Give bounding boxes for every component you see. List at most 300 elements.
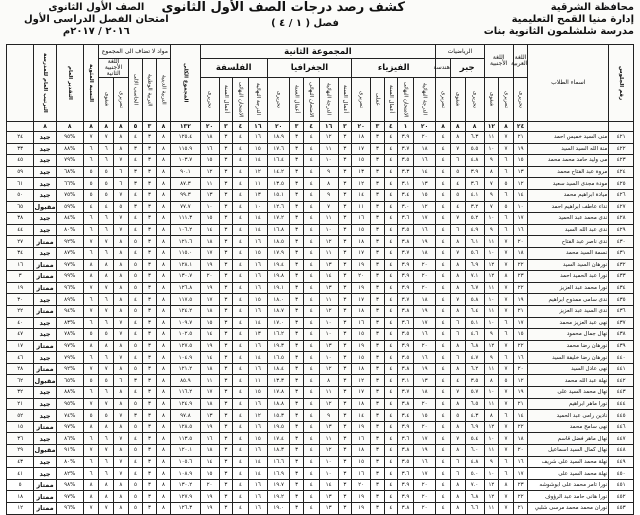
mark-cell: ٢٠ <box>413 503 435 515</box>
mark-cell: ١٥ <box>200 213 219 225</box>
mark-cell: ٦.٦ <box>465 503 484 515</box>
mark-cell: ٣ <box>338 421 351 433</box>
percent-cell: %٨٠ <box>56 224 83 236</box>
mark-cell: ٥ <box>128 340 143 352</box>
mark-cell: ٦.٩ <box>465 421 484 433</box>
grade-cell: جيد <box>34 433 56 445</box>
mark-cell: ٤ <box>128 433 143 445</box>
mark-cell: ٤ <box>436 387 451 399</box>
mark-cell: ٢٠ <box>200 479 219 491</box>
governorate-label: محافظة الشرقية <box>550 2 634 13</box>
mark-cell: ٤ <box>384 236 397 248</box>
mark-cell: ٤ <box>384 201 397 213</box>
student-name-cell: نوران محمد محمد مرسى شلبي <box>528 503 609 515</box>
mark-cell: ١٧ <box>352 247 371 259</box>
mark-cell: ١٩.٠ <box>267 503 289 515</box>
mark-cell: ٣ <box>128 201 143 213</box>
mark-cell: ٣ <box>143 178 156 190</box>
language2-written-header: تحريرى <box>114 78 129 122</box>
mark-cell: ١٩ <box>352 503 371 515</box>
percent-cell: %٩٧ <box>56 259 83 271</box>
mark-cell: ٢٠ <box>413 398 435 410</box>
mark-cell: ٥.٠ <box>465 468 484 480</box>
algebra-header: جبر <box>450 59 484 78</box>
mark-cell: ٣ <box>143 155 156 167</box>
table-row <box>7 363 634 375</box>
mark-cell: ١٢ <box>484 259 499 271</box>
mark-cell: ٢٠ <box>413 282 435 294</box>
mark-cell: ٤ <box>450 201 465 213</box>
mark-cell: ٧ <box>83 236 99 248</box>
mark-cell: ٤ <box>233 166 249 178</box>
mark-cell: ١٤ <box>248 317 267 329</box>
mark-cell: ٧ <box>499 387 514 399</box>
mark-cell: ٣.٧ <box>398 294 414 306</box>
mark-cell: ٤ <box>384 398 397 410</box>
percent-cell: %٩٩ <box>56 271 83 283</box>
total-cell: ١١٣.٥ <box>171 433 200 445</box>
mark-cell: ١٤ <box>248 155 267 167</box>
mark-cell: ٨ <box>484 166 499 178</box>
mark-cell: ٧ <box>499 421 514 433</box>
mark-cell: ٤ <box>128 224 143 236</box>
mark-cell: ٣ <box>371 363 384 375</box>
mark-cell: ٨ <box>99 421 114 433</box>
mark-cell: ٣ <box>371 201 384 213</box>
mark-cell: ٣ <box>338 271 351 283</box>
mark-cell: ٣.١ <box>398 375 414 387</box>
seat-number-cell: ٤٤٩ <box>609 456 634 468</box>
mark-cell: ١٦ <box>513 456 528 468</box>
mark-cell: ١٨.٠ <box>267 294 289 306</box>
mark-cell: ٣ <box>290 317 303 329</box>
mark-cell: ٩ <box>484 189 499 201</box>
mark-cell: ٨ <box>83 491 99 503</box>
mark-cell: ١٣ <box>413 375 435 387</box>
mark-cell: ١١ <box>484 398 499 410</box>
mark-cell: ٢٠ <box>352 479 371 491</box>
mark-cell: ٤ <box>303 166 319 178</box>
mark-cell: ٤ <box>233 352 249 364</box>
mark-cell: ١٦.٦ <box>267 456 289 468</box>
total-cell: ١٠٢.٥ <box>171 329 200 341</box>
mark-cell: ١٢ <box>484 491 499 503</box>
mark-cell: ١٨ <box>200 132 219 144</box>
mark-cell: ٣ <box>338 503 351 515</box>
mark-cell: ١٧ <box>513 468 528 480</box>
mark-cell: ٣ <box>371 398 384 410</box>
mark-cell: ١٨ <box>200 398 219 410</box>
student-name-cell: نهلة محمد السيد على <box>528 468 609 480</box>
total-cell: ٨٥.٩ <box>171 375 200 387</box>
mark-cell: ٤.٧ <box>465 352 484 364</box>
mark-cell: ١٠ <box>484 294 499 306</box>
mark-cell: ٣ <box>338 213 351 225</box>
mark-cell: ١١ <box>200 375 219 387</box>
mark-cell: ٣ <box>143 387 156 399</box>
rank-cell: ٤١ <box>7 468 34 480</box>
mark-cell: ٣ <box>143 317 156 329</box>
mark-cell: ٣ <box>290 166 303 178</box>
mark-cell: ٢٢ <box>513 282 528 294</box>
mark-cell: ٨ <box>450 259 465 271</box>
mark-cell: ١١ <box>484 503 499 515</box>
student-name-cell: نورهان رضا محمد <box>528 340 609 352</box>
mark-cell: ٤ <box>233 445 249 457</box>
mark-cell: ١٢ <box>319 363 338 375</box>
mark-cell: ٣ <box>128 178 143 190</box>
mark-cell: ٩ <box>319 410 338 422</box>
mark-cell: ٦ <box>499 468 514 480</box>
mark-cell: ١١ <box>319 387 338 399</box>
mark-cell: ٤ <box>436 375 451 387</box>
mark-cell: ٣ <box>143 236 156 248</box>
mark-cell: ٣ <box>219 503 232 515</box>
mark-cell: ٣.٥ <box>398 224 414 236</box>
mark-cell: ٤ <box>384 259 397 271</box>
rank-cell: ٤٦ <box>7 352 34 364</box>
mark-cell: ١٧ <box>352 387 371 399</box>
total-cell: ١٢١.٢ <box>171 363 200 375</box>
mark-cell: ٤ <box>233 259 249 271</box>
mark-cell: ٨ <box>114 445 129 457</box>
mark-cell: ١٥ <box>200 155 219 167</box>
grade-cell: ممتاز <box>34 305 56 317</box>
mark-cell: ٧ <box>99 236 114 248</box>
mark-cell: ٣ <box>371 178 384 190</box>
students-table-body <box>7 132 634 515</box>
mark-cell: ٣ <box>219 340 232 352</box>
max-mark-cell: ٨ <box>499 122 514 132</box>
rank-cell: ١٦ <box>7 259 34 271</box>
mark-cell: ٥.٢ <box>465 213 484 225</box>
geography-written-header: تحريرى <box>267 78 289 122</box>
mark-cell: ٣.٧ <box>398 247 414 259</box>
mark-cell: ٢٠ <box>352 271 371 283</box>
english-header: اللغة الأجنبية <box>484 45 513 78</box>
percent-cell: %٨٧ <box>56 247 83 259</box>
max-mark-cell: ٥ <box>128 122 143 132</box>
mark-cell: ٣ <box>338 375 351 387</box>
mark-cell: ١٢ <box>200 166 219 178</box>
mark-cell: ١٣ <box>319 503 338 515</box>
mark-cell: ٣ <box>219 445 232 457</box>
mark-cell: ٧ <box>114 468 129 480</box>
mark-cell: ٨ <box>156 271 171 283</box>
mark-cell: ٧ <box>499 132 514 144</box>
mark-cell: ٣ <box>219 468 232 480</box>
student-name-cell: ميادة ابراهيم محمد <box>528 189 609 201</box>
mark-cell: ٣ <box>371 445 384 457</box>
student-name-cell: مودة مجدى السيد سعيد <box>528 178 609 190</box>
seat-number-cell: ٤٣٧ <box>609 317 634 329</box>
mark-cell: ٥ <box>128 421 143 433</box>
total-cell: ١٢٧.٥ <box>171 340 200 352</box>
mark-cell: ٧ <box>99 503 114 515</box>
seat-number-cell: ٤٣٨ <box>609 329 634 341</box>
mark-cell: ٥ <box>128 259 143 271</box>
mark-cell: ٨ <box>450 479 465 491</box>
mark-cell: ٣ <box>371 387 384 399</box>
mark-cell: ٦ <box>450 155 465 167</box>
mark-cell: ٤ <box>128 132 143 144</box>
mark-cell: ٤ <box>233 468 249 480</box>
mark-cell: ٨ <box>114 398 129 410</box>
mark-cell: ٧ <box>450 247 465 259</box>
mark-cell: ٣ <box>338 259 351 271</box>
max-mark-cell: ٨ <box>99 122 114 132</box>
mark-cell: ٣.٦ <box>465 178 484 190</box>
mark-cell: ١٠ <box>319 317 338 329</box>
grades-table-container <box>6 44 634 513</box>
mark-cell: ٨ <box>450 363 465 375</box>
mark-cell: ٣ <box>143 375 156 387</box>
mark-cell: ٤ <box>233 329 249 341</box>
mark-cell: ١٦ <box>413 352 435 364</box>
mark-cell: ٣.٠ <box>398 201 414 213</box>
mark-cell: ٤ <box>233 421 249 433</box>
mark-cell: ٥.٤ <box>465 433 484 445</box>
mark-cell: ٦ <box>83 213 99 225</box>
percent-cell: %٩١ <box>56 445 83 457</box>
mark-cell: ٤ <box>384 503 397 515</box>
mark-cell: ٨ <box>156 387 171 399</box>
max-mark-cell: ٨ <box>83 122 99 132</box>
mark-cell: ٤ <box>436 329 451 341</box>
student-name-cell: نداء عاطف ابراهيم احمد <box>528 201 609 213</box>
mark-cell: ٣ <box>143 166 156 178</box>
student-name-cell: نهى عبد العزيز محمد <box>528 317 609 329</box>
mark-cell: ١٥ <box>413 189 435 201</box>
rank-cell: ٢٢ <box>7 305 34 317</box>
mark-cell: ٣ <box>219 178 232 190</box>
mark-cell: ٧ <box>99 445 114 457</box>
mark-cell: ٥ <box>450 189 465 201</box>
mark-cell: ١٦ <box>352 317 371 329</box>
table-row <box>7 421 634 433</box>
student-name-cell: نهلة عبد الله محمد <box>528 375 609 387</box>
philosophy-header: الفلسفة <box>200 59 267 78</box>
mark-cell: ٨ <box>114 247 129 259</box>
mark-cell: ٣ <box>371 421 384 433</box>
mark-cell: ٦.٤ <box>465 305 484 317</box>
mark-cell: ٣ <box>143 468 156 480</box>
mark-cell: ١٤ <box>513 410 528 422</box>
mark-cell: ١٩ <box>413 305 435 317</box>
percent-cell: %٩٧ <box>56 421 83 433</box>
mark-cell: ٢٠ <box>413 271 435 283</box>
mark-cell: ٧ <box>499 363 514 375</box>
table-row <box>7 329 634 341</box>
mark-cell: ٤ <box>384 340 397 352</box>
mark-cell: ٣ <box>290 398 303 410</box>
mark-cell: ٣ <box>371 329 384 341</box>
mark-cell: ١٤.٢ <box>267 166 289 178</box>
mark-cell: ٨ <box>319 178 338 190</box>
mark-cell: ١٧.٢ <box>267 213 289 225</box>
mark-cell: ١٣ <box>248 189 267 201</box>
mark-cell: ١٨ <box>413 294 435 306</box>
mark-cell: ٥ <box>128 282 143 294</box>
mark-cell: ٨ <box>499 479 514 491</box>
exam-info <box>24 2 169 38</box>
mark-cell: ٥ <box>128 398 143 410</box>
mark-cell: ٦ <box>450 317 465 329</box>
mark-cell: ٣.٨ <box>398 305 414 317</box>
mark-cell: ٢٠ <box>513 363 528 375</box>
mark-cell: ١٣.٥ <box>267 178 289 190</box>
mark-cell: ١٠ <box>484 317 499 329</box>
mark-cell: ٣ <box>371 479 384 491</box>
mark-cell: ٧.٠ <box>465 479 484 491</box>
mark-cell: ٧ <box>114 352 129 364</box>
mark-cell: ٥ <box>99 375 114 387</box>
mark-cell: ٣ <box>219 375 232 387</box>
mark-cell: ٤ <box>384 352 397 364</box>
student-name-cell: نهال كمال السيد اسماعيل <box>528 445 609 457</box>
mark-cell: ٤ <box>233 363 249 375</box>
mark-cell: ٣ <box>219 236 232 248</box>
mark-cell: ٣ <box>290 282 303 294</box>
philosophy-coursework-header: أعمال السنة <box>219 78 232 122</box>
student-name-cell: ندى سامى ممدوح ابراهيم <box>528 294 609 306</box>
mark-cell: ١٣.٣ <box>267 375 289 387</box>
mark-cell: ١١ <box>319 247 338 259</box>
mark-cell: ٤ <box>384 247 397 259</box>
mark-cell: ١٩.٨ <box>267 271 289 283</box>
mark-cell: ٩ <box>484 352 499 364</box>
mark-cell: ٦ <box>83 456 99 468</box>
mark-cell: ١٣ <box>319 491 338 503</box>
mark-cell: ٣ <box>290 294 303 306</box>
mark-cell: ٦ <box>450 352 465 364</box>
mark-cell: ١٩ <box>513 294 528 306</box>
total-cell: ١٠٤.٩ <box>171 352 200 364</box>
mark-cell: ٤ <box>303 178 319 190</box>
mark-cell: ٣ <box>143 201 156 213</box>
mark-cell: ٥ <box>128 305 143 317</box>
mark-cell: ١٦ <box>248 340 267 352</box>
mark-cell: ٣ <box>219 387 232 399</box>
mark-cell: ٥ <box>99 178 114 190</box>
table-row <box>7 155 634 167</box>
mark-cell: ٣ <box>143 456 156 468</box>
mark-cell: ١٩ <box>200 503 219 515</box>
student-name-cell: نورهان رضا خليفة السيد <box>528 352 609 364</box>
mark-cell: ٤ <box>99 201 114 213</box>
mark-cell: ١٧ <box>200 387 219 399</box>
rank-cell: ٦٥ <box>7 201 34 213</box>
mark-cell: ٣ <box>143 213 156 225</box>
mark-cell: ١٣ <box>413 178 435 190</box>
mark-cell: ٣ <box>219 410 232 422</box>
language2-header: اللغة الأجنبية الثانية <box>99 59 128 78</box>
mark-cell: ٣ <box>338 294 351 306</box>
mark-cell: ٤ <box>303 375 319 387</box>
mark-cell: ٤ <box>436 247 451 259</box>
seat-number-cell: ٤٤٠ <box>609 352 634 364</box>
mark-cell: ٤ <box>436 468 451 480</box>
mark-cell: ٦.٥ <box>465 398 484 410</box>
mark-cell: ٧ <box>114 213 129 225</box>
mark-cell: ٣ <box>290 178 303 190</box>
mark-cell: ٣ <box>290 410 303 422</box>
mark-cell: ١٢ <box>319 305 338 317</box>
mark-cell: ٢٢ <box>513 491 528 503</box>
mark-cell: ٣.٩ <box>398 132 414 144</box>
mark-cell: ٤ <box>233 271 249 283</box>
mark-cell: ٣.٩ <box>398 491 414 503</box>
grade-cell: ممتاز <box>34 363 56 375</box>
mark-cell: ٨ <box>484 375 499 387</box>
mark-cell: ٤ <box>83 201 99 213</box>
mark-cell: ٨ <box>156 503 171 515</box>
mark-cell: ١٨.٣ <box>267 445 289 457</box>
mark-cell: ٥ <box>499 375 514 387</box>
total-cell: ١٠٥.٦ <box>171 456 200 468</box>
rank-cell: ١٨ <box>7 491 34 503</box>
mark-cell: ١٩ <box>352 421 371 433</box>
mark-cell: ٨ <box>156 352 171 364</box>
rank-cell: ٥٢ <box>7 410 34 422</box>
mark-cell: ١٤ <box>200 224 219 236</box>
mark-cell: ٣ <box>338 433 351 445</box>
mark-cell: ٤ <box>384 294 397 306</box>
mark-cell: ٥ <box>128 503 143 515</box>
mark-cell: ٣.٩ <box>398 282 414 294</box>
mark-cell: ٦ <box>450 224 465 236</box>
mark-cell: ٦ <box>499 155 514 167</box>
mark-cell: ١٦ <box>248 445 267 457</box>
table-row <box>7 317 634 329</box>
mark-cell: ٨ <box>114 503 129 515</box>
group2-header: المجموعة الثانية <box>200 45 436 59</box>
mark-cell: ٦ <box>99 352 114 364</box>
mark-cell: ٧ <box>499 491 514 503</box>
mark-cell: ٤ <box>303 247 319 259</box>
mark-cell: ١٨ <box>200 305 219 317</box>
student-name-cell: ندى ناصر عبد الفتاح <box>528 236 609 248</box>
mark-cell: ٤ <box>128 213 143 225</box>
mark-cell: ٣ <box>338 201 351 213</box>
mark-cell: ١١ <box>484 445 499 457</box>
mark-cell: ٤ <box>128 329 143 341</box>
mark-cell: ٨ <box>99 259 114 271</box>
mark-cell: ٨ <box>114 479 129 491</box>
mark-cell: ١٦ <box>248 479 267 491</box>
seat-number-cell: ٤٣٢ <box>609 259 634 271</box>
mark-cell: ٤ <box>128 155 143 167</box>
mark-cell: ٦.٨ <box>465 491 484 503</box>
max-mark-cell: ٣ <box>219 122 232 132</box>
table-row <box>7 282 634 294</box>
mark-cell: ٤ <box>303 213 319 225</box>
mark-cell: ٦.٩ <box>465 259 484 271</box>
mark-cell: ٦ <box>499 166 514 178</box>
mark-cell: ٣ <box>290 213 303 225</box>
mark-cell: ٣ <box>371 155 384 167</box>
mark-cell: ١٦ <box>352 433 371 445</box>
mark-cell: ٧ <box>114 410 129 422</box>
mark-cell: ٣ <box>338 282 351 294</box>
seat-number-cell: ٤٢٢ <box>609 143 634 155</box>
rank-cell: ٥ <box>7 479 34 491</box>
mark-cell: ٤ <box>384 410 397 422</box>
mark-cell: ٧ <box>499 305 514 317</box>
mark-cell: ١٧.٨ <box>267 387 289 399</box>
mark-cell: ١٥ <box>352 224 371 236</box>
mark-cell: ١٦ <box>200 143 219 155</box>
